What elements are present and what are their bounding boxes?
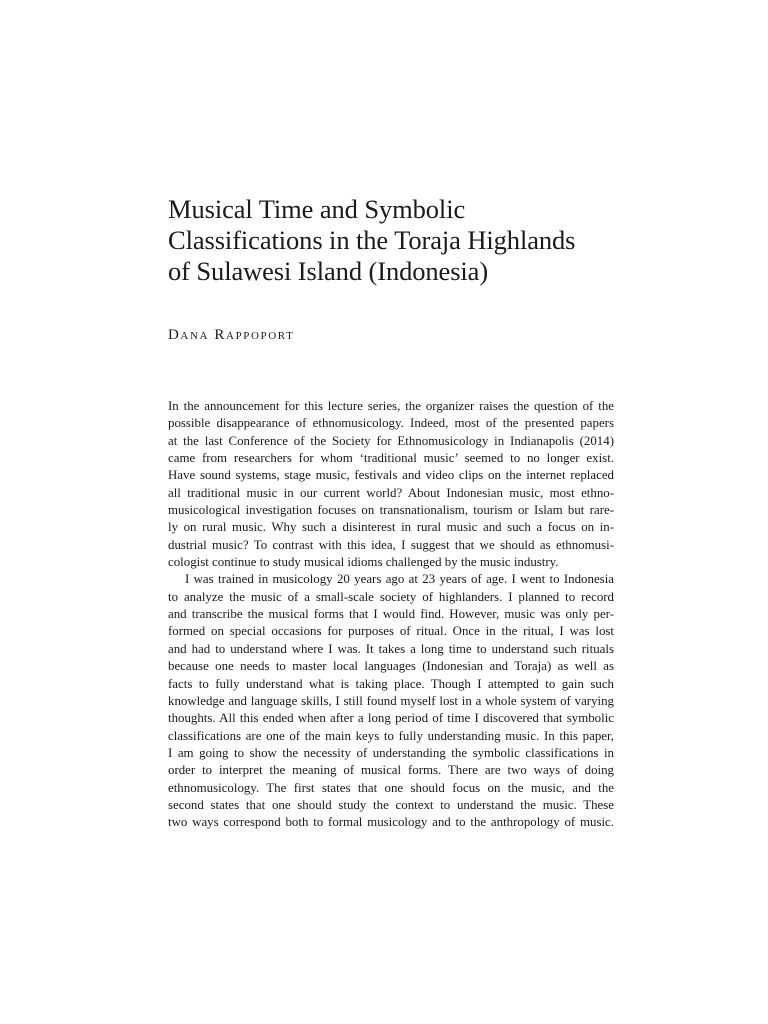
- author-name: Dana Rappoport: [168, 327, 295, 343]
- text-line: ly on rural music. Why such a disinterest in rural music and such a focus on in-: [168, 520, 614, 535]
- text-line: I am going to show the necessity of understanding the symbolic classifications in: [168, 745, 614, 760]
- text-line: In the announcement for this lecture series, the organizer raises the question of the: [168, 399, 614, 413]
- text-line: I was trained in musicology 20 years ago at 23 years of age. I went to Indonesia: [185, 572, 614, 587]
- text-line: because one needs to master local languages (Indonesian and Toraja) as well as: [168, 659, 614, 674]
- text-line: ethnomusicology. The first states that one should focus on the music, and the: [168, 780, 614, 795]
- paragraph-2: [168, 571, 614, 831]
- title-line: Musical Time and Symbolic: [168, 194, 466, 224]
- text-line: and transcribe the musical forms that I would find. However, music was only per-: [168, 607, 614, 622]
- text-line: knowledge and language skills, I still found myself lost in a whole system of varying: [168, 693, 614, 708]
- text-line: all traditional music in our current world? About Indonesian music, most ethno-: [168, 485, 614, 500]
- text-line: facts to fully understand what is taking place. Though I attempted to gain such: [168, 676, 614, 691]
- text-line: second states that one should study the context to understand the music. These: [168, 797, 614, 812]
- text-line: at the last Conference of the Society for Ethnomusicology in Indianapolis (2014): [168, 433, 614, 448]
- text-line: classifications are one of the main keys to fully understanding music. In this paper,: [168, 728, 614, 743]
- text-line: musicological investigation focuses on transnationalism, tourism or Islam but rare-: [168, 503, 614, 518]
- article-body: [168, 398, 614, 832]
- text-line: Have sound systems, stage music, festivals and video clips on the internet replaced: [168, 468, 614, 483]
- title-line: Classifications in the Toraja Highlands: [168, 225, 576, 255]
- article-title: [168, 194, 638, 287]
- text-line: and had to understand where I was. It takes a long time to understand such rituals: [168, 641, 614, 656]
- text-line: possible disappearance of ethnomusicology. Indeed, most of the presented papers: [168, 416, 614, 431]
- text-line: cologist continue to study musical idioms challenged by the music industry.: [168, 555, 559, 570]
- text-line: came from researchers for whom ‘traditional music’ seemed to no longer exist.: [168, 451, 614, 466]
- text-line: dustrial music? To contrast with this idea, I suggest that we should as ethnomusi-: [168, 537, 614, 552]
- text-line: formed on special occasions for purposes of ritual. Once in the ritual, I was lost: [168, 624, 614, 639]
- text-line: to analyze the music of a small-scale society of highlanders. I planned to record: [168, 589, 614, 604]
- text-line: two ways correspond both to formal musicology and to the anthropology of music.: [168, 815, 614, 830]
- text-line: thoughts. All this ended when after a long period of time I discovered that symbolic: [168, 711, 614, 726]
- paragraph-1: [168, 398, 614, 571]
- text-line: order to interpret the meaning of musical forms. There are two ways of doing: [168, 763, 614, 778]
- title-line: of Sulawesi Island (Indonesia): [168, 256, 489, 286]
